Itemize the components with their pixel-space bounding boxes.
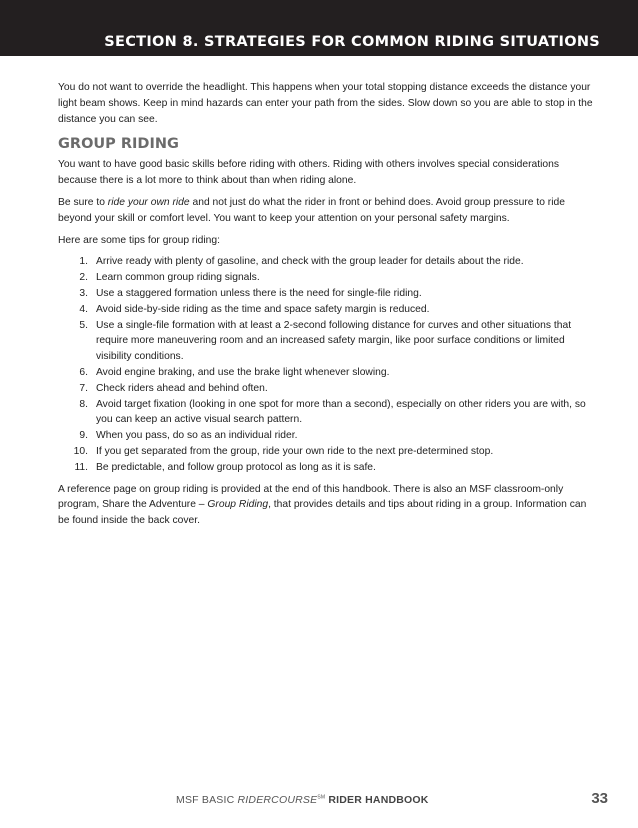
list-item: [58, 460, 598, 476]
list-item-text: Avoid engine braking, and use the brake light whenever slowing.: [96, 366, 390, 378]
footer-suffix: RIDER HANDBOOK: [328, 794, 429, 806]
list-item-number: 2.: [79, 272, 88, 284]
closing-paragraph: [58, 482, 598, 529]
list-item-text: Use a staggered formation unless there is the need for single-file riding.: [96, 287, 422, 299]
list-item-number: 11.: [74, 461, 88, 473]
closing-text-start: A reference page on group riding is provided at the end of this handbook. There is also an MSF classroom-only program, Share the Adventure –: [58, 483, 564, 511]
tips-intro: Here are some tips for group riding:: [58, 234, 220, 246]
ride-your-own-ride-emphasis: ride your own ride: [107, 196, 190, 208]
list-item-text: When you pass, do so as an individual rider.: [96, 430, 298, 442]
list-item-text: If you get separated from the group, ride your own ride to the next pre-determined stop.: [96, 445, 494, 457]
list-item: [58, 365, 598, 381]
list-item-number: 1.: [79, 256, 88, 268]
list-item-number: 8.: [79, 398, 88, 410]
list-item: [58, 381, 598, 397]
section-title: SECTION 8. STRATEGIES FOR COMMON RIDING SITUATIONS: [104, 34, 600, 50]
list-item: [58, 254, 598, 270]
footer-course-name: RIDERCOURSE: [237, 794, 318, 806]
list-item-text: Arrive ready with plenty of gasoline, and check with the group leader for details about the ride.: [96, 256, 524, 268]
list-item-number: 3.: [79, 287, 88, 299]
list-item-number: 4.: [79, 303, 88, 315]
group-riding-tips-list: [58, 254, 598, 475]
intro-paragraph: You do not want to override the headlight. This happens when your total stopping distance exceeds the distance your light beam shows. Keep in mind hazards can enter your path from the sides. Slow down so you are able to stop in the distance you can see.: [58, 82, 593, 125]
group-riding-program-emphasis: Group Riding: [207, 499, 269, 511]
list-item-text: Check riders ahead and behind often.: [96, 382, 268, 394]
list-item: [58, 428, 598, 444]
list-item-number: 7.: [79, 382, 88, 394]
list-item-text: Be predictable, and follow group protocol as long as it is safe.: [96, 461, 376, 473]
list-item: [58, 397, 598, 429]
list-item: [58, 302, 598, 318]
list-item-text: Avoid target fixation (looking in one spot for more than a second), especially on other riders you are with, so you can keep an active visual search pattern.: [96, 398, 586, 426]
list-item-text: Avoid side-by-side riding as the time and space safety margin is reduced.: [96, 303, 430, 315]
list-item-number: 6.: [79, 366, 88, 378]
closing-text-end: , that provides details and tips about riding in a group. Information can be found inside the back cover.: [58, 499, 587, 527]
page-footer: [0, 792, 638, 808]
list-item-text: Learn common group riding signals.: [96, 272, 260, 284]
list-item: [58, 444, 598, 460]
list-item-number: 10.: [73, 445, 88, 457]
group-riding-heading: GROUP RIDING: [58, 136, 179, 153]
footer-prefix: MSF BASIC: [176, 794, 238, 806]
page-content: [58, 80, 598, 535]
list-item: [58, 286, 598, 302]
list-item: [58, 318, 598, 365]
paragraph-2-text-end: and not just do what the rider in front or behind does. Avoid group pressure to ride beyond your skill or comfort level. You want to keep your attention on your personal safety margins.: [58, 196, 565, 224]
page-number: 33: [591, 790, 608, 807]
group-riding-paragraph-2: [58, 195, 598, 227]
footer-service-mark: SM: [317, 794, 326, 801]
paragraph-2-text-start: Be sure to: [58, 196, 108, 208]
section-header-bar: [0, 0, 638, 56]
list-item: [58, 270, 598, 286]
list-item-number: 9.: [79, 430, 88, 442]
list-item-number: 5.: [79, 319, 88, 331]
group-riding-paragraph-1: You want to have good basic skills before riding with others. Riding with others involves special considerations because there is a lot more to think about than when riding alone.: [58, 159, 560, 187]
list-item-text: Use a single-file formation with at least a 2-second following distance for curves and other situations that require more maneuvering room and an increased safety margin, like poor surface conditions or limited visibility conditions.: [96, 319, 572, 363]
footer-handbook-title: [176, 794, 429, 806]
